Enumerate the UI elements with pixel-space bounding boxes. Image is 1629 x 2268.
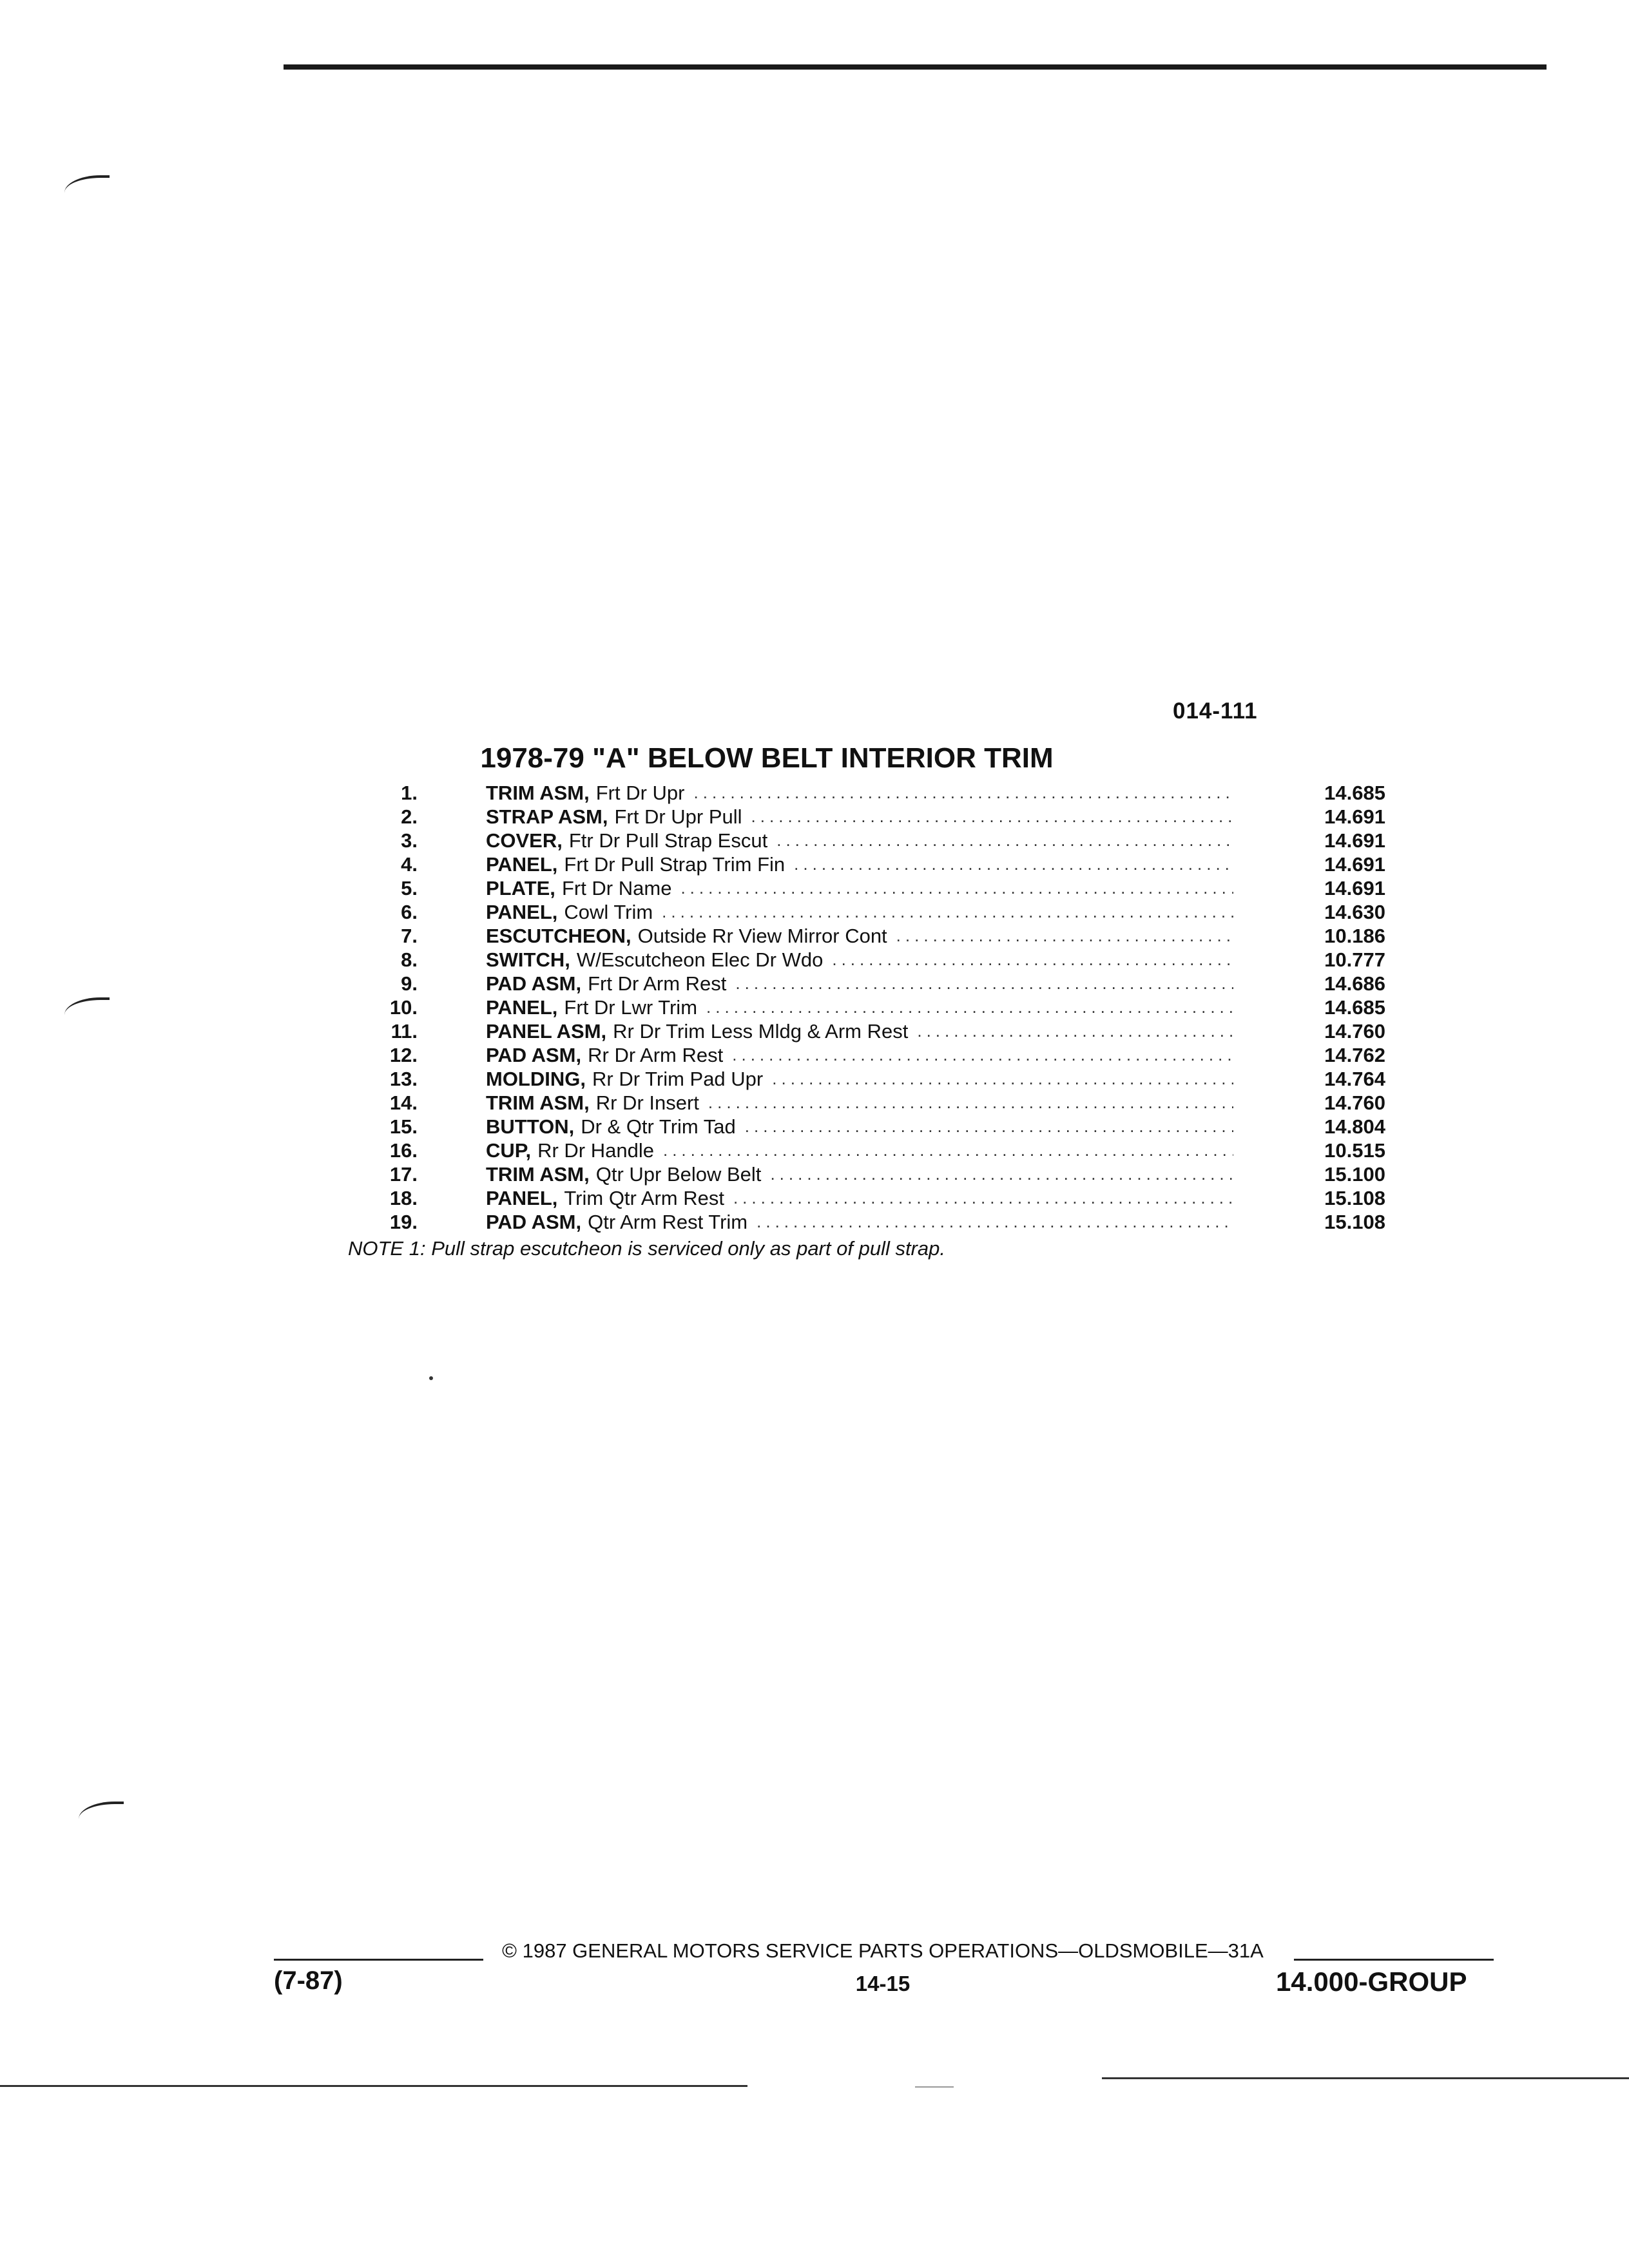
part-description [486,1211,1233,1234]
part-name: CUP, [486,1139,532,1162]
part-group-number: 14.760 [1324,1091,1385,1114]
part-group-number: 14.804 [1324,1115,1385,1138]
parts-list [348,781,1385,1234]
part-number: 7. [401,924,418,947]
part-number: 19. [389,1210,418,1233]
part-description [486,805,1233,829]
leader-dots [776,831,1233,850]
note: NOTE 1: Pull strap escutcheon is serviced only as part of pull strap. [348,1237,945,1260]
part-row [348,1043,1385,1067]
part-detail: Frt Dr Pull Strap Trim Fin [564,852,786,876]
part-group-number: 10.186 [1324,924,1385,947]
part-group-number: 14.691 [1324,805,1385,828]
leader-dots [708,1093,1233,1113]
leader-dots [794,854,1233,874]
scan-mark [64,175,110,197]
leader-dots [706,997,1233,1017]
part-group-number: 14.630 [1324,900,1385,923]
part-name: STRAP ASM, [486,805,608,828]
part-row [348,1139,1385,1162]
leader-dots [680,878,1233,898]
leader-dots [770,1164,1233,1184]
part-row [348,1186,1385,1210]
part-name: COVER, [486,829,563,852]
part-number: 10. [389,995,418,1019]
part-number: 3. [401,829,418,852]
part-description [486,1187,1233,1210]
part-name: TRIM ASM, [486,1091,590,1114]
part-number: 6. [401,900,418,923]
part-detail: Frt Dr Upr Pull [614,805,742,828]
part-row [348,1115,1385,1139]
part-group-number: 14.685 [1324,995,1385,1019]
part-detail: Trim Qtr Arm Rest [564,1186,724,1209]
part-name: MOLDING, [486,1067,586,1090]
part-detail: Ftr Dr Pull Strap Escut [568,829,768,852]
part-detail: Frt Dr Upr [595,781,685,804]
footer-rule-right [1294,1959,1494,1961]
part-detail: Outside Rr View Mirror Cont [637,924,887,947]
part-description [486,853,1233,876]
leader-dots [757,1212,1233,1232]
part-detail: Dr & Qtr Trim Tad [581,1115,736,1138]
part-name: PLATE, [486,876,555,899]
bottom-rule [0,2085,747,2087]
scan-mark [64,997,110,1019]
part-row [348,1091,1385,1115]
part-row [348,1019,1385,1043]
leader-dots [917,1021,1233,1041]
part-detail: W/Escutcheon Elec Dr Wdo [576,948,824,971]
scan-speck [429,1376,433,1380]
leader-dots [751,807,1233,827]
part-row [348,972,1385,995]
part-detail: Rr Dr Insert [595,1091,699,1114]
part-name: PANEL, [486,1186,558,1209]
part-description [486,877,1233,900]
part-number: 18. [389,1186,418,1209]
page-title: 1978-79 "A" BELOW BELT INTERIOR TRIM [480,742,1054,774]
part-detail: Rr Dr Trim Less Mldg & Arm Rest [613,1019,909,1043]
part-description [486,829,1233,852]
part-number: 11. [390,1019,418,1043]
part-group-number: 15.100 [1324,1162,1385,1186]
part-name: PAD ASM, [486,1043,582,1066]
part-name: PAD ASM, [486,1210,582,1233]
part-name: ESCUTCHEON, [486,924,631,947]
part-description [486,948,1233,972]
part-number: 17. [389,1162,418,1186]
part-name: PANEL, [486,852,558,876]
part-description [486,972,1233,995]
part-group-number: 14.685 [1324,781,1385,804]
part-detail: Frt Dr Lwr Trim [564,995,698,1019]
part-row [348,900,1385,924]
leader-dots [832,950,1233,970]
part-number: 9. [401,972,418,995]
part-name: TRIM ASM, [486,1162,590,1186]
part-group-number: 14.691 [1324,876,1385,899]
part-row [348,781,1385,805]
part-name: TRIM ASM, [486,781,590,804]
part-group-number: 10.777 [1324,948,1385,971]
leader-dots [735,974,1233,994]
part-detail: Frt Dr Arm Rest [588,972,727,995]
bottom-rule [1102,2077,1629,2079]
part-name: SWITCH, [486,948,570,971]
part-description [486,1091,1233,1115]
part-name: PANEL, [486,900,558,923]
part-row [348,948,1385,972]
leader-dots [896,926,1233,946]
leader-dots [772,1069,1233,1089]
part-row [348,924,1385,948]
part-description [486,1115,1233,1139]
part-name: PANEL ASM, [486,1019,607,1043]
date-code: (7-87) [274,1966,343,1995]
part-row [348,829,1385,852]
part-name: BUTTON, [486,1115,575,1138]
leader-dots [694,783,1234,803]
part-group-number: 14.764 [1324,1067,1385,1090]
part-number: 4. [401,852,418,876]
part-group-number: 15.108 [1324,1210,1385,1233]
scan-mark [79,1802,124,1823]
part-group-number: 10.515 [1324,1139,1385,1162]
leader-dots [662,902,1233,922]
part-number: 15. [389,1115,418,1138]
part-group-number: 15.108 [1324,1186,1385,1209]
part-description [486,1020,1233,1043]
part-description [486,996,1233,1019]
part-description [486,1044,1233,1067]
part-detail: Cowl Trim [564,900,653,923]
copyright-line: © 1987 GENERAL MOTORS SERVICE PARTS OPERATIONS—OLDSMOBILE—31A [502,1939,1264,1962]
part-name: PANEL, [486,995,558,1019]
part-detail: Frt Dr Name [561,876,672,899]
leader-dots [732,1045,1233,1065]
part-number: 14. [389,1091,418,1114]
part-group-number: 14.762 [1324,1043,1385,1066]
part-number: 13. [389,1067,418,1090]
document-code: 014-111 [1173,698,1258,724]
part-description [486,925,1233,948]
part-name: PAD ASM, [486,972,582,995]
part-detail: Qtr Arm Rest Trim [588,1210,748,1233]
leader-dots [733,1188,1233,1208]
part-description [486,1163,1233,1186]
page-number: 14-15 [855,1972,911,1995]
part-number: 12. [389,1043,418,1066]
part-row [348,995,1385,1019]
part-number: 16. [389,1139,418,1162]
part-group-number: 14.760 [1324,1019,1385,1043]
part-number: 2. [401,805,418,828]
part-description [486,901,1233,924]
part-number: 1. [401,781,418,804]
part-group-number: 14.691 [1324,829,1385,852]
part-row [348,876,1385,900]
part-description [486,1139,1233,1162]
part-detail: Rr Dr Arm Rest [588,1043,724,1066]
part-group-number: 14.691 [1324,852,1385,876]
bottom-rule [915,2086,954,2088]
part-detail: Qtr Upr Below Belt [595,1162,762,1186]
part-description [486,782,1233,805]
part-detail: Rr Dr Handle [537,1139,654,1162]
part-row [348,1067,1385,1091]
part-row [348,805,1385,829]
leader-dots [745,1117,1233,1137]
part-number: 8. [401,948,418,971]
part-row [348,852,1385,876]
group-label: 14.000-GROUP [1276,1966,1467,1997]
part-group-number: 14.686 [1324,972,1385,995]
footer-rule-left [274,1959,483,1961]
part-row [348,1162,1385,1186]
part-row [348,1210,1385,1234]
part-detail: Rr Dr Trim Pad Upr [592,1067,764,1090]
part-number: 5. [401,876,418,899]
leader-dots [663,1140,1233,1160]
part-description [486,1068,1233,1091]
top-rule [284,64,1547,70]
